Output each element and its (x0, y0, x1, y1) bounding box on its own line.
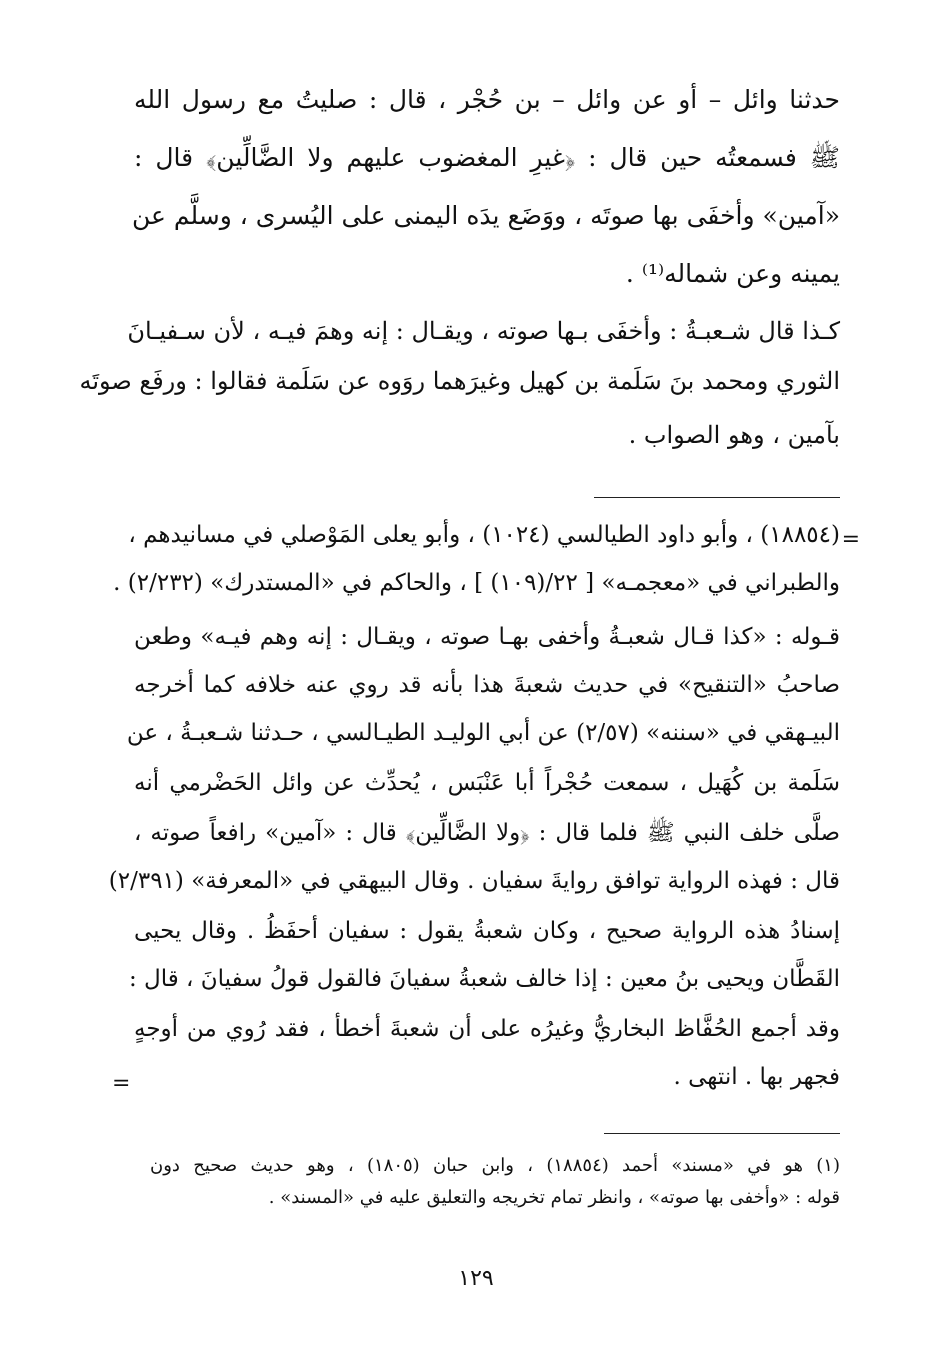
page-number: ١٢٩ (458, 1266, 494, 1291)
main-line: ﷺ فسمعتُه حين قال : ﴿غيرِ المغضوب عليهم ولا الضَّالِّين﴾ قال : (134, 143, 840, 172)
footnote-commentary-line: صلَّى خلف النبي ﷺ فلما قال : ﴿ولا الضَّالِّين﴾ قال : «آمين» رافعاً صوته ، (134, 820, 840, 846)
continuation-marker: = (841, 527, 860, 552)
main-line: حدثنا وائل – أو عن وائل – بن حُجْر ، قال : صليتُ مع رسول الله (134, 85, 840, 114)
footnote-continued-line: والطبراني في «معجمـه» [ ٢٢/(١٠٩) ] ، والحاكم في «المستدرك» (٢/٢٣٢) . (113, 570, 840, 596)
footnote-1-separator (604, 1133, 840, 1134)
footnote-commentary-line: قـوله : «كذا قـال شعبـةُ وأخفى بهـا صوته ، ويقـال : إنه وهم فيـه» وطعن (134, 624, 840, 650)
continuation-end-marker: = (112, 1071, 131, 1096)
main-line: «آمين» وأخفَى بها صوتَه ، ووَضَع يدَه اليمنى على اليُسرى ، وسلَّم عن (131, 201, 840, 230)
footnote-1-line: (١) هو في «مسند» أحمد (١٨٨٥٤) ، وابن حبان (١٨٠٥) ، وهو حديث صحيح دون (150, 1155, 840, 1176)
commentary-line: بآمين ، وهو الصواب . (628, 421, 840, 449)
footnote-continued-line: (١٨٨٥٤) ، وأبو داود الطيالسي (١٠٢٤) ، وأبو يعلى المَوْصلي في مسانيدهم ، (128, 522, 840, 548)
footnote-commentary-line: وقد أجمع الحُفَّاظ البخاريُّ وغيرُه على أن شعبةَ أخطأ ، فقد رُوي من أوجهٍ (134, 1016, 840, 1042)
commentary-line: كـذا قال شـعبـةُ : وأخفَى بـها صوته ، ويقـال : إنه وهمَ فيـه ، لأن سـفيـانَ (127, 317, 840, 345)
footnote-separator (594, 497, 840, 498)
footnote-commentary-line: البيـهقي في «سننه» (٢/٥٧) عن أبي الوليـد الطيـالسي ، حـدثنا شـعبـةُ ، عن (126, 720, 840, 746)
footnote-commentary-line: صاحبُ «التنقيح» في حديث شعبةَ هذا بأنه قد روي عنه خلافه كما أخرجه (134, 672, 840, 698)
footnote-commentary-line: فجهر بها . انتهى . (673, 1064, 840, 1090)
footnote-commentary-line: القَطَّان ويحيى بنُ معين : إذا خالف شعبةُ سفيانَ فالقول قولُ سفيانَ ، قال : (128, 966, 840, 992)
commentary-line: الثوري ومحمد بنَ سَلَمة بن كهيل وغيرَهما روَوه عن سَلَمة فقالوا : ورفَع صوتَه (79, 367, 840, 395)
footnote-commentary-line: سَلَمة بن كُهَيل ، سمعت حُجْراً أبا عَنْبَس ، يُحدِّث عن وائل الحَضْرمي أنه (134, 770, 840, 796)
footnote-1-line: قوله : «وأخفى بها صوته» ، وانظر تمام تخريجه والتعليق عليه في «المسند» . (268, 1187, 840, 1208)
footnote-commentary-line: إسنادُ هذه الرواية صحيح ، وكان شعبةُ يقول : سفيان أحفَظُ . وقال يحيى (134, 918, 840, 944)
footnote-commentary-line: قال : فهذه الرواية توافق روايةَ سفيان . وقال البيهقي في «المعرفة» (٢/٣٩١) (108, 868, 840, 894)
main-line: يمينه وعن شماله⁽¹⁾ . (625, 259, 840, 288)
